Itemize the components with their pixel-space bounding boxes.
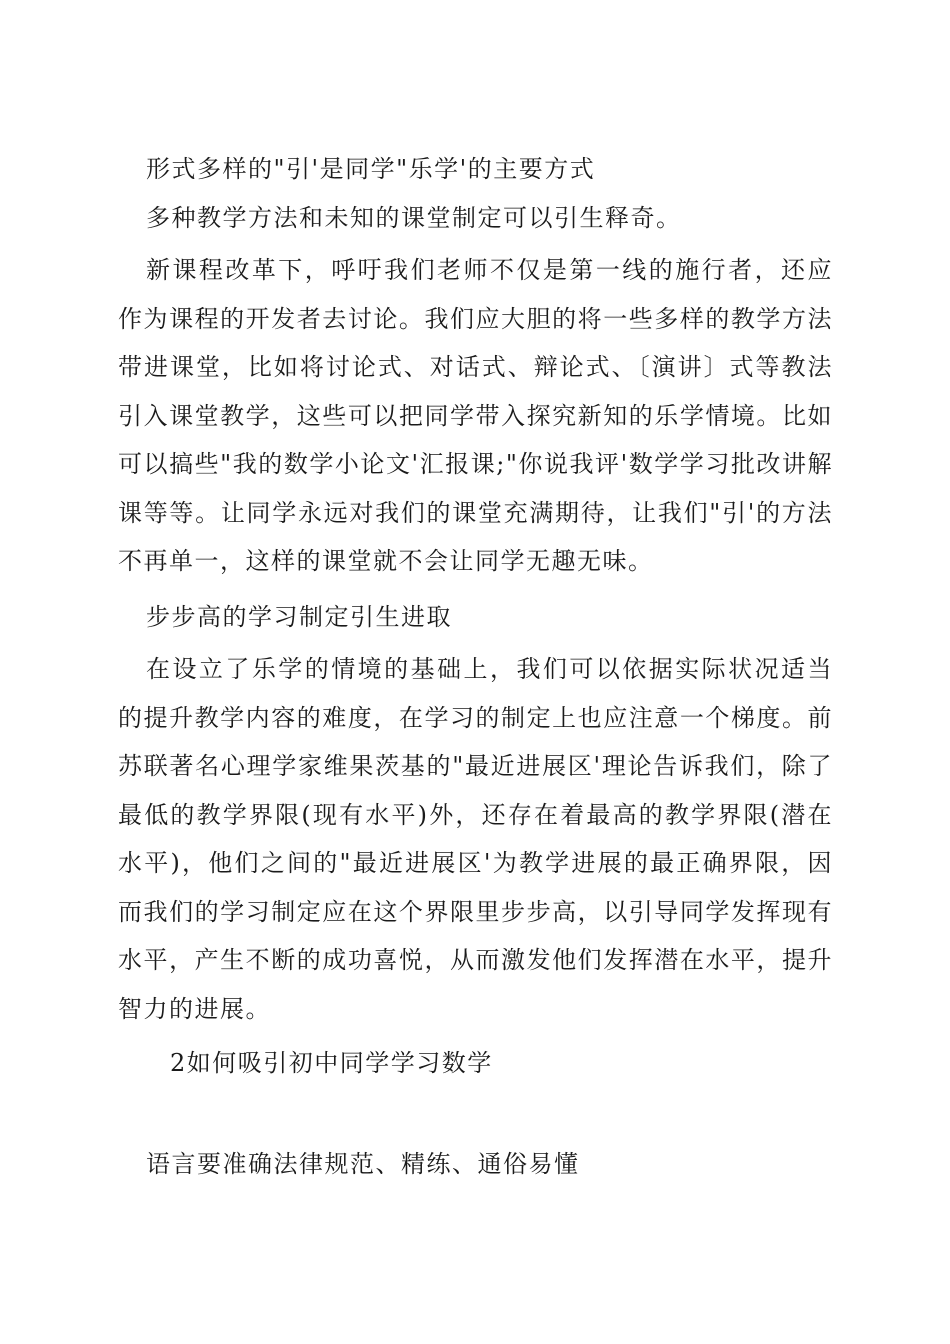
paragraph-zone-of-development: 在设立了乐学的情境的基础上，我们可以依据实际状况适当的提升教学内容的难度，在学习的制定上也应注意一个梯度。前苏联著名心理学家维果茨基的"最近进展区'理论告诉我们，除了最低的教学界限(现有水平)外，还存在着最高的教学界限(潜在水平)，他们之间的"最近进展区'为教学进展的最正确界限，因而我们的学习制定应在这个界限里步步高，以引导同学发挥现有水平，产生不断的成功喜悦，从而激发他们发挥潜在水平，提升智力的进展。 <box>118 655 833 1023</box>
paragraph-curriculum-reform: 新课程改革下，呼吁我们老师不仅是第一线的施行者，还应作为课程的开发者去讨论。我们应大胆的将一些多样的教学方法带进课堂，比如将讨论式、对话式、辩论式、〔演讲〕式等教法引入课堂教学，这些可以把同学带入探究新知的乐学情境。比如可以搞些"我的数学小论文'汇报课;"你说我评'数学学习批改讲解课等等。让同学永远对我们的课堂充满期待，让我们"引'的方法不再单一，这样的课堂就不会让同学无趣无味。 <box>118 256 833 575</box>
heading-varied-guidance: 形式多样的"引'是同学"乐学'的主要方式 <box>146 155 596 183</box>
heading-step-by-step: 步步高的学习制定引生进取 <box>146 603 452 631</box>
subheading-teaching-methods: 多种教学方法和未知的课堂制定可以引生释奇。 <box>146 204 682 232</box>
heading-language-precision: 语言要准确法律规范、精练、通俗易懂 <box>146 1150 580 1178</box>
section-title: 2如何吸引初中同学学习数学 <box>170 1049 493 1077</box>
